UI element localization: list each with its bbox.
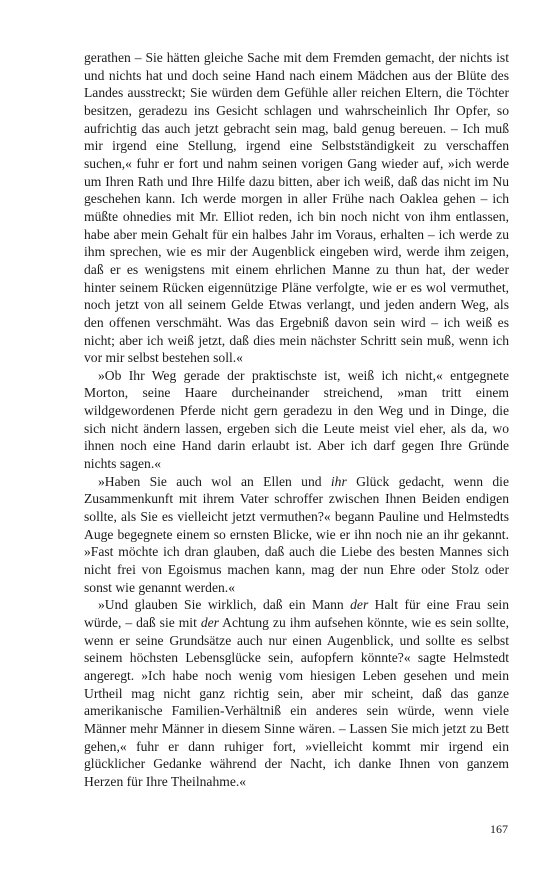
paragraph-text: Halt für eine Frau sein würde, – daß sie mit [84,597,509,630]
paragraph-text: Achtung zu ihm aufsehen könnte, wie es sein sollte, wenn er seine Grundsätze auch nur einen Augenblick, und sollte es selbst seinem höchsten Lebensglücke sein, aufopfern könnte?« sagte Helmstedt angeregt. »Ich habe noch wenig vom hiesigen Leben gesehen und mein Urtheil mag nicht ganz richtig sein, aber mir scheint, daß das ganze amerikanische Familien-Verhältniß ein anderes sein würde, wenn viele Männer mehr Männer in diesem Sinne wären. – Lassen Sie mich jetzt zu Bett gehen,« fuhr er dann ruhiger fort, »vielleicht kommt mir irgend ein glücklicher Gedanke während der Nacht, ich danke Ihnen von ganzem Herzen für Ihre Theilnahme.« [84,615,510,789]
book-page-text [84,49,509,791]
paragraph-text: Glück gedacht, wenn die Zusammenkunft mit ihrem Vater schroffer zwischen Ihnen Beiden endigen sollte, als Sie es vielleicht jetzt vermuthen?« begann Pauline und Helmstedts Auge begegnete einem so ernsten Blicke, wie er ihn noch nie an ihr gekannt. »Fast möchte ich dran glauben, daß auch die Liebe des besten Mannes sich nicht frei von Egoismus machen kann, mag der nun Ehre oder Stolz oder sonst wie genannt werden.« [84,473,509,595]
page-number: 167 [490,822,508,836]
paragraph-text: »Haben Sie auch wol an Ellen und [98,473,331,489]
paragraph-text: gerathen – Sie hätten gleiche Sache mit dem Fremden gemacht, der nichts ist und nichts hat und doch seine Hand nach einem Mädchen aus der Blüte des Landes ausstreckt; Sie würden dem Gefühle aller reichen Eltern, die Töchter besitzen, geradezu ins Gesicht schlagen und wahrscheinlich Ihr Opfer, so aufrichtig das auch jetzt gebracht sein mag, bald genug bereuen. – Ich muß mir irgend eine Stellung, irgend eine Selbstständigkeit zu verschaffen suchen,« fuhr er fort und nahm seinen vorigen Gang wieder auf, »ich werde um Ihren Rath und Ihre Hilfe dazu bitten, aber ich weiß, daß das nicht im Nu geschehen kann. Ich werde morgen in aller Frühe nach Oaklea gehen – ich müßte ohnedies mit Mr. Elliot reden, ich bin noch nicht von ihm entlassen, habe aber mein Gehalt für ein halbes Jahr im Voraus, erhalten – ich werde zu ihm sprechen, wie es mir der Augenblick eingeben wird, werde ihm zeigen, daß er es wenigstens mit einem ehrlichen Manne zu thun hat, der weder hinter seinem Rücken eigennützige Pläne verfolgte, wie er es wol vermuthet, noch jetzt von all seinem Gelde Etwas verlangt, und jeden andern Weg, als den offenen verschmäht. Was das Ergebniß davon sein wird – ich weiß es nicht; aber ich weiß jetzt, daß dies mein nächster Schritt sein muß, wenn ich vor mir selbst bestehen soll.« [84,50,509,366]
italic-emphasis: ihr [330,473,347,489]
paragraph-text: »Und glauben Sie wirklich, daß ein Mann [98,597,351,613]
paragraph-morton-reply [84,367,509,473]
italic-emphasis: der [350,597,369,613]
paragraph-helmstedt-answer [84,596,509,790]
italic-emphasis: der [200,615,219,630]
paragraph-pauline-question [84,473,509,597]
paragraph-continuation [84,49,509,367]
paragraph-text: »Ob Ihr Weg gerade der praktischste ist, weiß ich nicht,« entgegnete Morton, seine Haare durcheinander streichend, »man tritt einem wildgewordenen Pferde nicht gern geradezu in den Weg und in Dinge, die sich nicht ändern lassen, ergeben sich die Leute meist viel eher, als da, wo ihnen noch eine Hand darin erlaubt ist. Aber ich darf gegen Ihre Gründe nichts sagen.« [84,367,509,472]
